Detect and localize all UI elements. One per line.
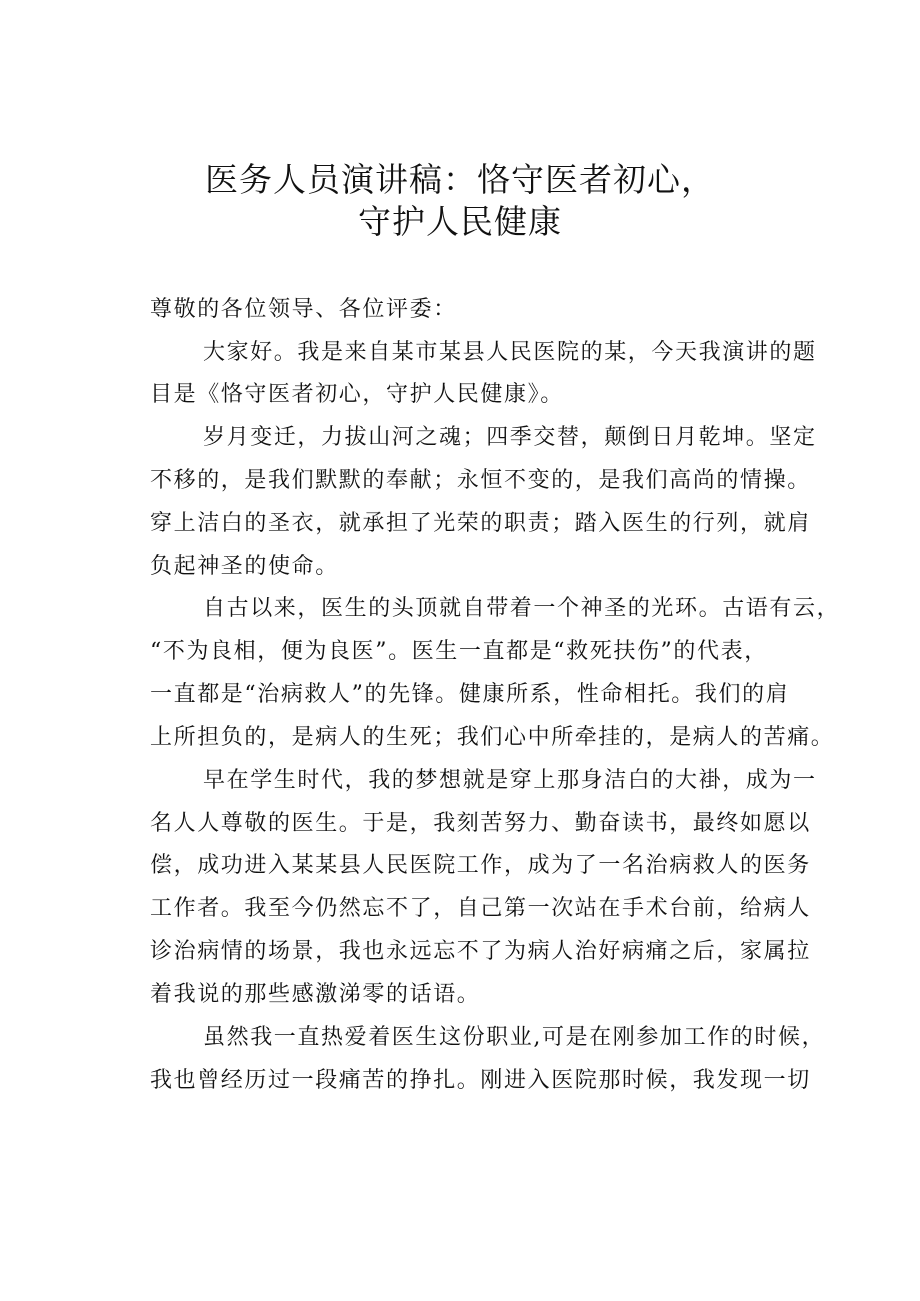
- body-line: 自古以来，医生的头顶就自带着一个神圣的光环。古语有云，: [203, 596, 841, 621]
- body-line: 负起神圣的使命。: [150, 554, 339, 579]
- document-title-line-1: 医务人员演讲稿：恪守医者初心，: [205, 160, 715, 199]
- body-line: 穿上洁白的圣衣，就承担了光荣的职责；踏入医生的行列，就肩: [150, 511, 811, 536]
- body-line: 一直都是“治病救人”的先锋。健康所系，性命相托。我们的肩: [150, 682, 790, 707]
- body-line: 偿，成功进入某某县人民医院工作，成为了一名治病救人的医务: [150, 853, 811, 878]
- body-line: 大家好。我是来自某市某县人民医院的某，今天我演讲的题: [203, 340, 817, 365]
- salutation: 尊敬的各位领导、各位评委：: [150, 297, 457, 322]
- body-line: 工作者。我至今仍然忘不了，自己第一次站在手术台前，给病人: [150, 896, 811, 921]
- document-title-line-2: 守护人民健康: [358, 202, 562, 241]
- body-line: 虽然我一直热爱着医生这份职业,可是在刚参加工作的时候，: [203, 1025, 826, 1050]
- body-line: 名人人尊敬的医生。于是，我刻苦努力、勤奋读书，最终如愿以: [150, 811, 811, 836]
- body-line: 上所担负的，是病人的生死；我们心中所牵挂的，是病人的苦痛。: [150, 725, 835, 750]
- body-line: 诊治病情的场景，我也永远忘不了为病人治好病痛之后，家属拉: [150, 939, 811, 964]
- body-line: 目是《恪守医者初心，守护人民健康》。: [150, 382, 564, 407]
- body-line: 岁月变迁，力拔山河之魂；四季交替，颠倒日月乾坤。坚定: [203, 425, 817, 450]
- body-line: 着我说的那些感激涕零的话语。: [150, 982, 481, 1007]
- body-line: 早在学生时代，我的梦想就是穿上那身洁白的大褂，成为一: [203, 768, 817, 793]
- body-line: “不为良相，便为良医”。医生一直都是“救死扶伤”的代表，: [150, 639, 768, 664]
- body-line: 我也曾经历过一段痛苦的挣扎。刚进入医院那时候，我发现一切: [150, 1068, 811, 1093]
- body-line: 不移的，是我们默默的奉献；永恒不变的，是我们高尚的情操。: [150, 468, 811, 493]
